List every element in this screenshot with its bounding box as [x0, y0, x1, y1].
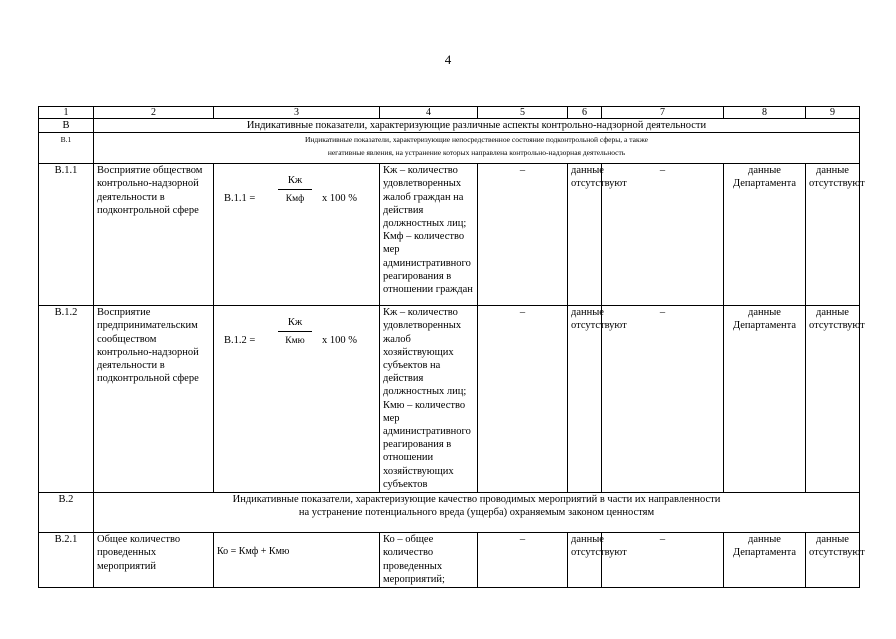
indicator-description: Кж – количество удовлетворенных жалоб граждан на действия должностных лиц; Кмф – количество мер административного реагирования в отношении граждан	[380, 164, 478, 306]
header-cell: 8	[724, 107, 806, 119]
indicator-code: В.1.1	[39, 164, 94, 306]
header-cell: 6	[568, 107, 602, 119]
indicator-name: Общее количество проведенных мероприятий	[94, 533, 214, 588]
header-cell: 9	[806, 107, 860, 119]
formula	[214, 164, 379, 305]
cell-col8: данные Департамента	[724, 306, 806, 493]
subsection-row	[39, 133, 860, 164]
cell-col5: –	[478, 164, 568, 306]
header-row	[39, 107, 860, 119]
cell-col7: –	[602, 306, 724, 493]
table-row	[39, 533, 860, 588]
indicator-name: Восприятие предпринимательским сообществом контрольно-надзорной деятельности в подконтрольной сфере	[94, 306, 214, 493]
formula	[214, 306, 379, 492]
cell-col5: –	[478, 533, 568, 588]
section-title: Индикативные показатели, характеризующие различные аспекты контрольно-надзорной деятельности	[94, 119, 860, 133]
cell-col6: данные отсутствуют	[568, 164, 602, 306]
formula-label: В.1.1 =	[224, 193, 256, 205]
header-cell: 4	[380, 107, 478, 119]
cell-col8: данные Департамента	[724, 533, 806, 588]
header-cell: 2	[94, 107, 214, 119]
indicator-code: В.2.1	[39, 533, 94, 588]
subsection-title-line: Индикативные показатели, характеризующие качество проводимых мероприятий в части их направленности	[232, 494, 721, 506]
formula-cell	[214, 306, 380, 493]
formula: Ко = Кмф + Кмю	[217, 546, 290, 558]
table-row	[39, 306, 860, 493]
formula-numerator: Кж	[287, 175, 303, 187]
cell-col9: данные отсутствуют	[806, 306, 860, 493]
page-number: 4	[444, 52, 452, 67]
section-code: В	[39, 119, 94, 133]
section-row	[39, 119, 860, 133]
cell-col6: данные отсутствуют	[568, 306, 602, 493]
formula-denominator: Кмф	[285, 194, 305, 205]
subsection-title-line: негативные явления, на устранение которых направлена контрольно-надзорная деятельность	[327, 148, 626, 158]
subsection-title	[94, 133, 860, 164]
header-cell: 3	[214, 107, 380, 119]
cell-col7: –	[602, 533, 724, 588]
cell-col9: данные отсутствуют	[806, 533, 860, 588]
formula-denominator: Кмю	[285, 336, 305, 347]
formula-label: В.1.2 =	[224, 335, 256, 347]
subsection-row	[39, 493, 860, 533]
indicators-table	[38, 106, 865, 588]
formula-fraction	[278, 316, 312, 348]
header-cell: 7	[602, 107, 724, 119]
formula-multiplier: х 100 %	[322, 193, 357, 205]
cell-col7: –	[602, 164, 724, 306]
indicator-code: В.1.2	[39, 306, 94, 493]
indicator-description: Кж – количество удовлетворенных жалоб хозяйствующих субъектов на действия должностных лиц; Кмю – количество мер административного реагирования в отношении хозяйствующих субъектов	[380, 306, 478, 493]
subsection-title-line: на устранение потенциального вреда (ущерба) охраняемым законом ценностям	[298, 507, 655, 519]
cell-col8: данные Департамента	[724, 164, 806, 306]
subsection-code: В.2	[39, 493, 94, 533]
formula-cell	[214, 164, 380, 306]
indicator-description: Ко – общее количество проведенных мероприятий;	[380, 533, 478, 588]
formula-cell	[214, 533, 380, 588]
formula-numerator: Кж	[287, 317, 303, 329]
cell-col5: –	[478, 306, 568, 493]
header-cell: 1	[39, 107, 94, 119]
subsection-title	[94, 493, 860, 533]
formula-multiplier: х 100 %	[322, 335, 357, 347]
formula-fraction	[278, 174, 312, 206]
subsection-title-line: Индикативные показатели, характеризующие непосредственное состояние подконтрольной сферы, а также	[304, 135, 649, 145]
cell-col6: данные отсутствуют	[568, 533, 602, 588]
indicator-name: Восприятие обществом контрольно-надзорной деятельности в подконтрольной сфере	[94, 164, 214, 306]
table-row	[39, 164, 860, 306]
header-cell: 5	[478, 107, 568, 119]
cell-col9: данные отсутствуют	[806, 164, 860, 306]
subsection-code: В.1	[39, 133, 94, 164]
